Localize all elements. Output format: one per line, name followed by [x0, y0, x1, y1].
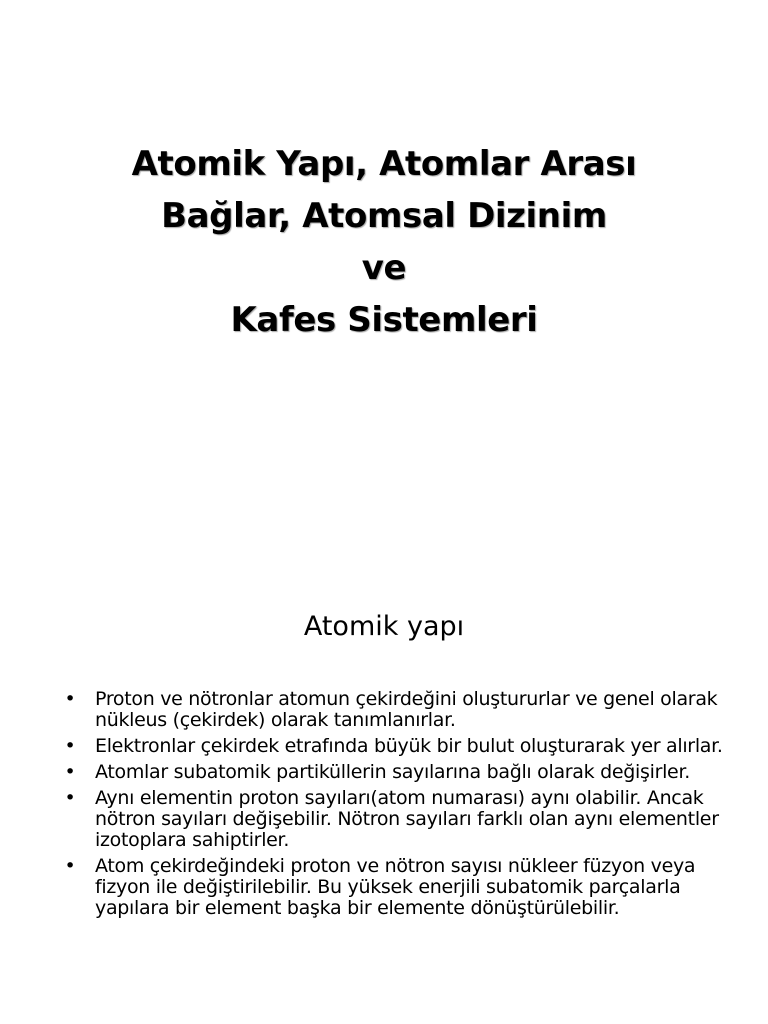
- title-line: Bağlar, Atomsal Dizinim: [161, 196, 607, 236]
- bullet-item: [60, 788, 740, 851]
- bullet-item: [60, 856, 740, 919]
- section-title: Atomik yapı: [303, 611, 465, 642]
- bullet-item: [60, 689, 740, 731]
- bullet-icon: •: [64, 855, 76, 877]
- bullet-text: Atomlar subatomik partiküllerin sayılarına bağlı olarak değişirler.: [95, 761, 690, 783]
- bullet-text: Aynı elementin proton sayıları(atom numarası) aynı olabilir. Ancak nötron sayıları değişebilir. Nötron sayıları farklı olan aynı elementler izotoplara sahiptirler.: [95, 787, 719, 851]
- title-line: ve: [361, 248, 407, 288]
- bullet-text: Proton ve nötronlar atomun çekirdeğini oluştururlar ve genel olarak nükleus (çekirdek) olarak tanımlanırlar.: [95, 688, 718, 731]
- bullet-icon: •: [64, 688, 76, 710]
- bullet-text: Elektronlar çekirdek etrafında büyük bir bulut oluşturarak yer alırlar.: [95, 735, 723, 757]
- slide-title: [0, 138, 768, 346]
- bullet-item: [60, 736, 740, 757]
- bullet-text: Atom çekirdeğindeki proton ve nötron sayısı nükleer füzyon veya fizyon ile değiştirilebilir. Bu yüksek enerjili subatomik parçalarla yapılara bir element başka bir elemente dönüştürülebilir.: [95, 855, 696, 919]
- bullet-list: [60, 689, 740, 924]
- bullet-item: [60, 762, 740, 783]
- content-slide: [0, 576, 768, 1024]
- bullet-icon: •: [64, 761, 76, 783]
- bullet-icon: •: [64, 735, 76, 757]
- title-line: Atomik Yapı, Atomlar Arası: [131, 144, 637, 184]
- title-line: Kafes Sistemleri: [230, 300, 538, 340]
- bullet-icon: •: [64, 787, 76, 809]
